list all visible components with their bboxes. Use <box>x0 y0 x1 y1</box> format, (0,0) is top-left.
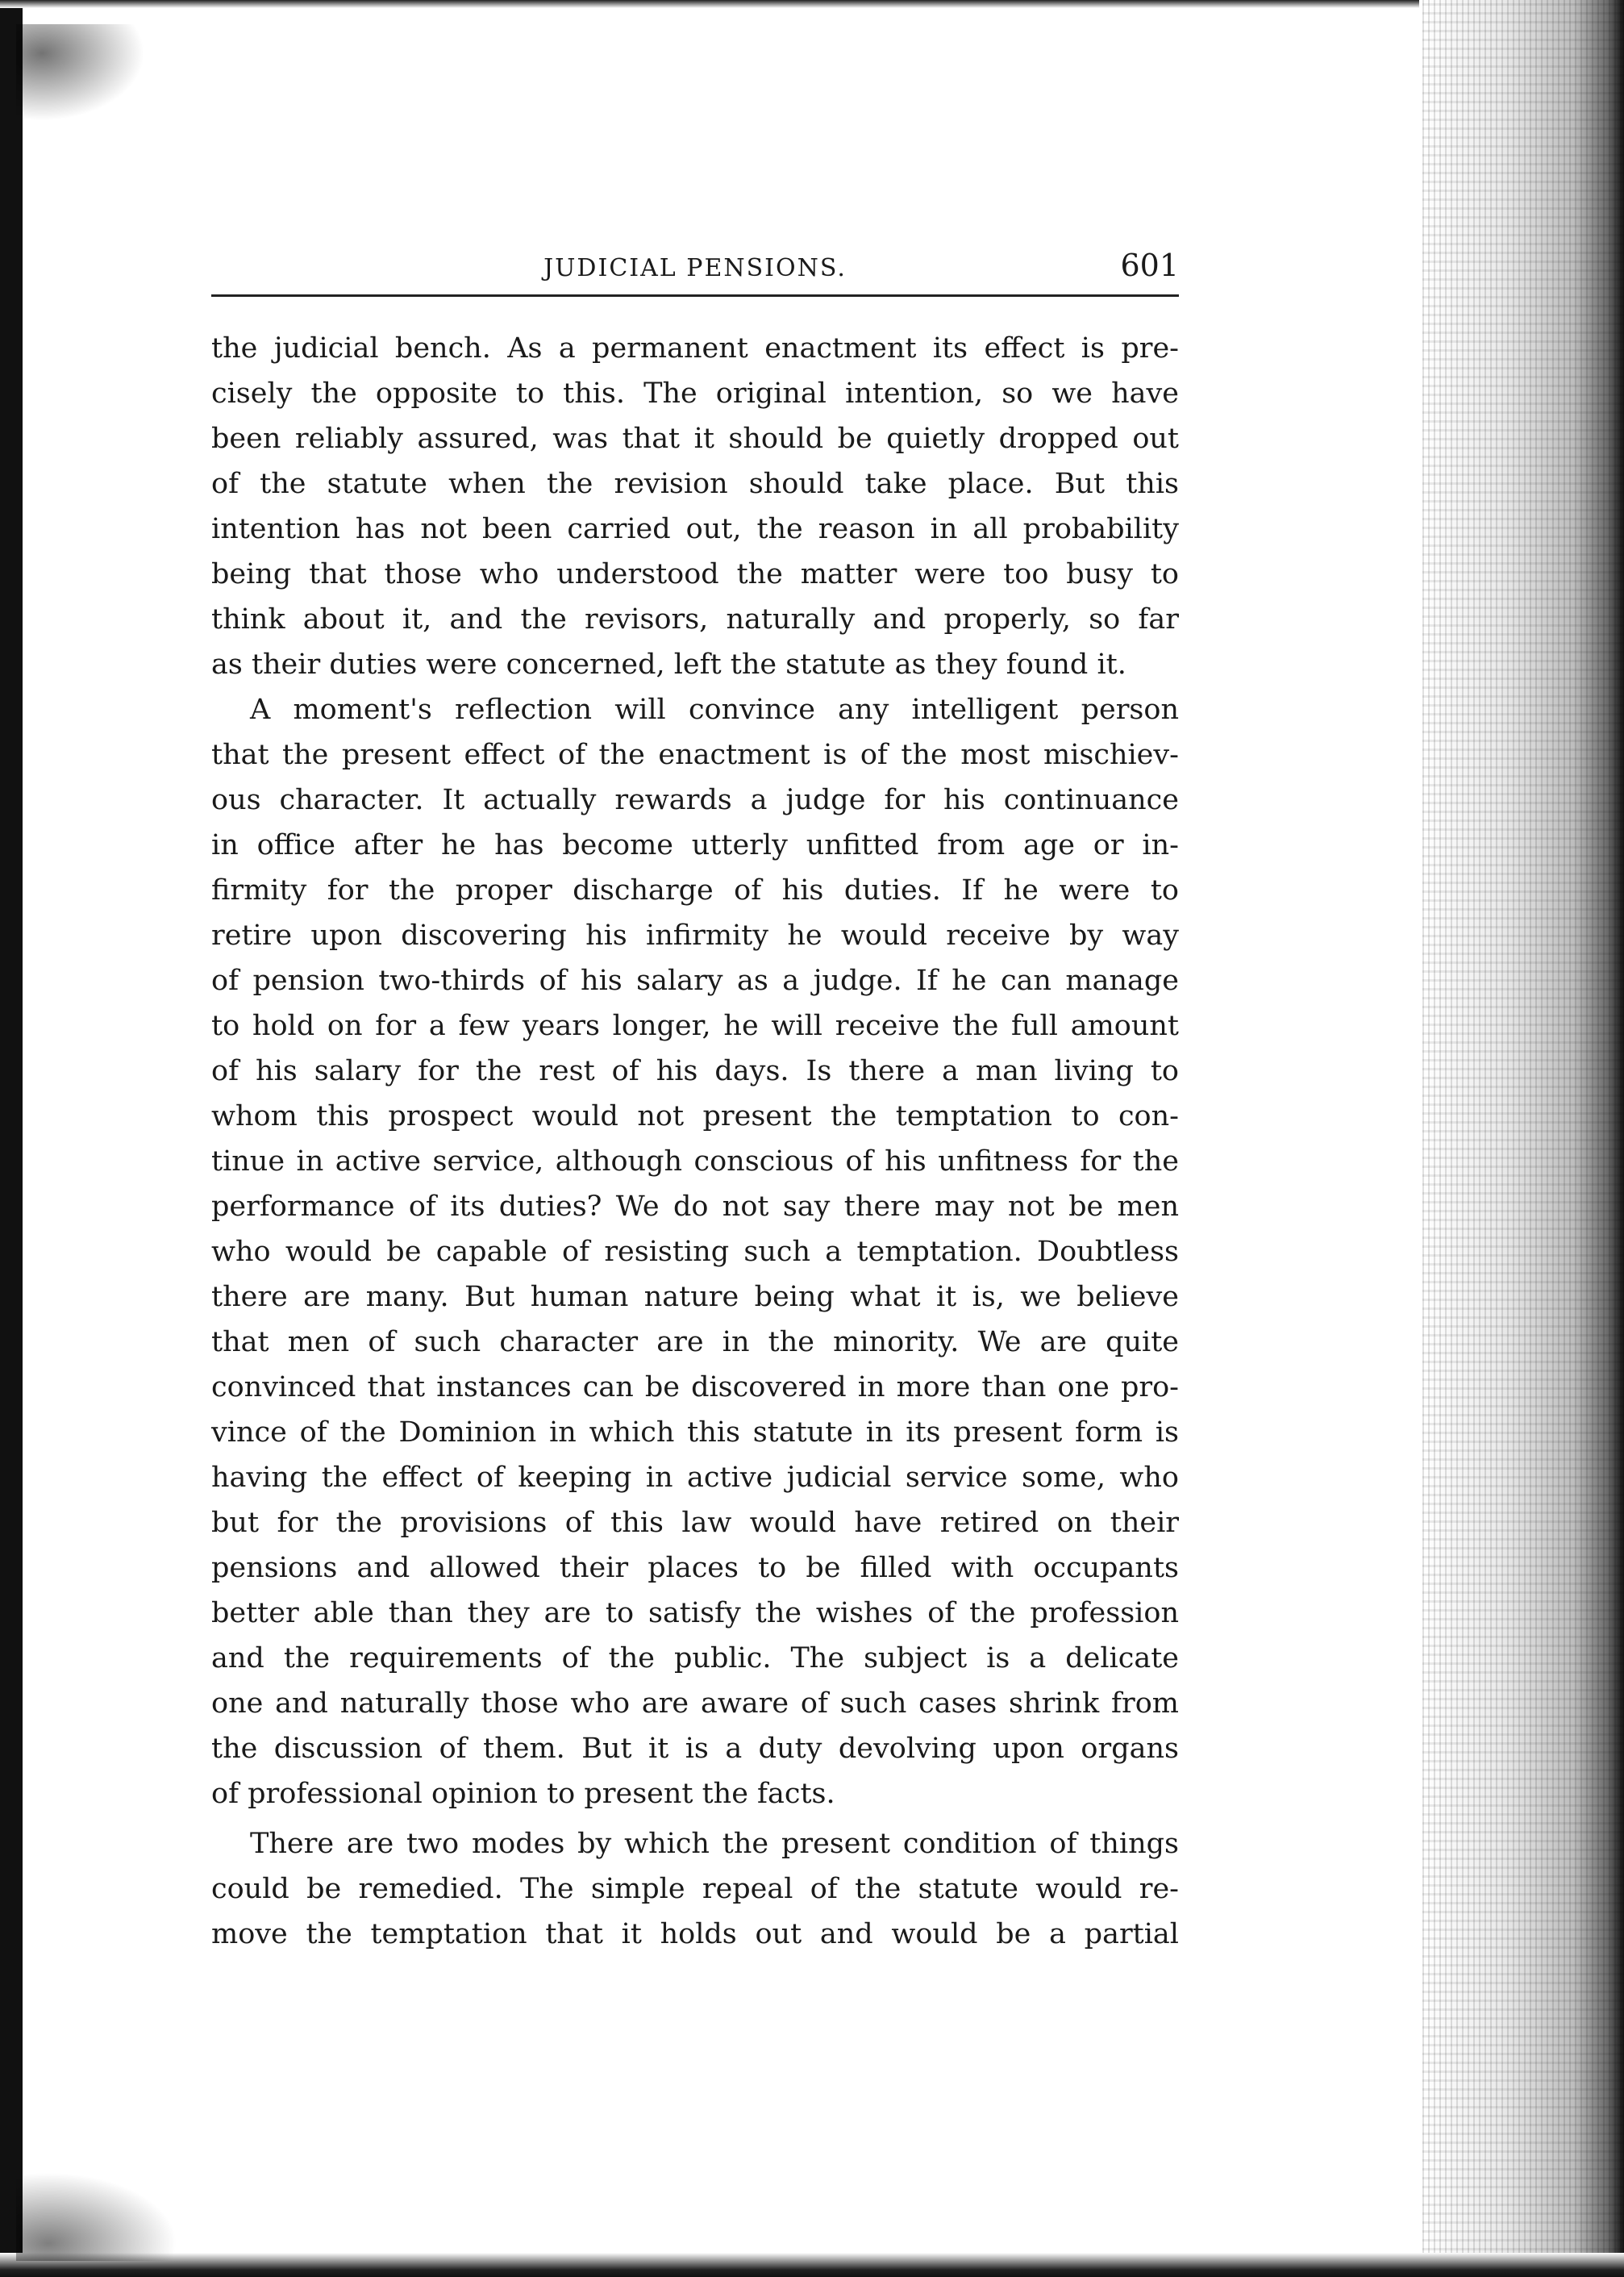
text-line: move the temptation that it holds out and would be a partial <box>211 1918 1179 1950</box>
text-line: the judicial bench. As a permanent enactment its effect is pre- <box>211 332 1179 365</box>
text-line: of his salary for the rest of his days. Is there a man living to <box>211 1055 1179 1087</box>
text-line: to hold on for a few years longer, he will receive the full amount <box>211 1010 1179 1042</box>
text-line: of pension two-thirds of his salary as a judge. If he can manage <box>211 965 1179 997</box>
scan-smudge <box>16 2172 177 2261</box>
text-line: whom this prospect would not present the temptation to con- <box>211 1100 1179 1132</box>
text-line: could be remedied. The simple repeal of the statute would re- <box>211 1873 1179 1905</box>
body-text <box>211 326 1179 1957</box>
text-line: there are many. But human nature being what it is, we believe <box>211 1281 1179 1313</box>
text-line: who would be capable of resisting such a temptation. Doubtless <box>211 1236 1179 1268</box>
text-line: vince of the Dominion in which this statute in its present form is <box>211 1416 1179 1449</box>
text-line: one and naturally those who are aware of such cases shrink from <box>211 1687 1179 1720</box>
text-line: as their duties were concerned, left the statute as they found it. <box>211 648 1126 681</box>
page-number: 601 <box>1120 248 1179 283</box>
text-line: that men of such character are in the minority. We are quite <box>211 1326 1179 1358</box>
paragraph <box>211 326 1179 687</box>
text-line: intention has not been carried out, the reason in all probability <box>211 513 1179 545</box>
text-line: being that those who understood the matter were too busy to <box>211 558 1179 590</box>
text-line: performance of its duties? We do not say there may not be men <box>211 1191 1179 1223</box>
text-line: been reliably assured, was that it should be quietly dropped out <box>211 423 1179 455</box>
text-line: the discussion of them. But it is a duty devolving upon organs <box>211 1733 1179 1765</box>
book-page <box>211 246 1179 1957</box>
text-line: that the present effect of the enactment is of the most mischiev- <box>211 739 1179 771</box>
text-line: retire upon discovering his infirmity he would receive by way <box>211 920 1179 952</box>
text-line: think about it, and the revisors, naturally and properly, so far <box>211 603 1179 636</box>
text-line: and the requirements of the public. The subject is a delicate <box>211 1642 1179 1674</box>
scan-border-bottom <box>0 2253 1624 2277</box>
text-line: in office after he has become utterly unfitted from age or in- <box>211 829 1179 861</box>
scan-smudge <box>16 24 145 121</box>
text-line: tinue in active service, although conscious of his unfitness for the <box>211 1145 1179 1178</box>
paragraph <box>211 687 1179 1816</box>
running-head <box>211 246 1179 297</box>
text-line: but for the provisions of this law would have retired on their <box>211 1507 1179 1539</box>
paragraph <box>211 1821 1179 1957</box>
text-line: cisely the opposite to this. The original intention, so we have <box>211 377 1179 410</box>
text-line: ous character. It actually rewards a judge for his continuance <box>211 784 1179 816</box>
scan-border-right <box>1422 0 1624 2277</box>
text-line: better able than they are to satisfy the wishes of the profession <box>211 1597 1179 1629</box>
text-line: There are two modes by which the present condition of things <box>250 1828 1179 1860</box>
scan-border-left <box>0 0 23 2277</box>
text-line: firmity for the proper discharge of his duties. If he were to <box>211 874 1179 907</box>
text-line: of professional opinion to present the facts. <box>211 1778 835 1810</box>
text-line: of the statute when the revision should take place. But this <box>211 468 1179 500</box>
running-title: JUDICIAL PENSIONS. <box>543 254 847 282</box>
scan-border-top <box>0 0 1419 8</box>
text-line: convinced that instances can be discovered in more than one pro- <box>211 1371 1179 1403</box>
text-line: pensions and allowed their places to be filled with occupants <box>211 1552 1179 1584</box>
text-line: A moment's reflection will convince any intelligent person <box>250 694 1179 726</box>
text-line: having the effect of keeping in active judicial service some, who <box>211 1462 1179 1494</box>
